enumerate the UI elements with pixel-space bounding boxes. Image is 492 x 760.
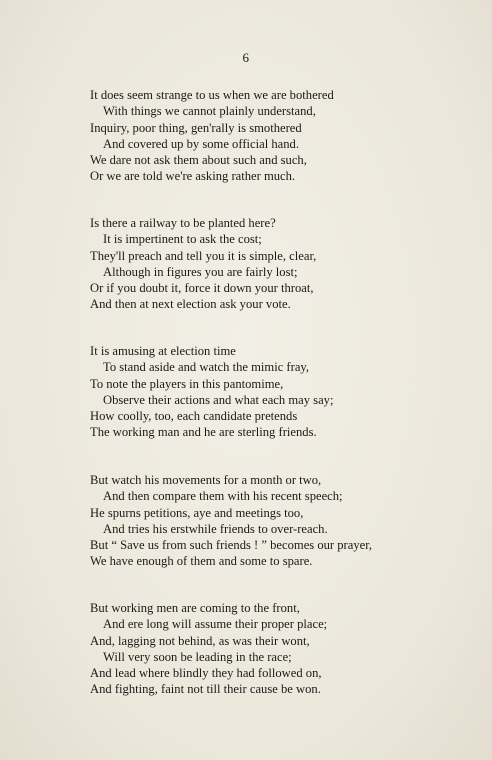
verse-line: With things we cannot plainly understand, bbox=[103, 104, 316, 119]
stanza bbox=[90, 343, 420, 441]
verse-line: We dare not ask them about such and such, bbox=[90, 153, 307, 168]
verse-line: It does seem strange to us when we are bothered bbox=[90, 88, 334, 102]
verse-line: We have enough of them and some to spare. bbox=[90, 554, 313, 569]
verse-line: And covered up by some official hand. bbox=[103, 136, 299, 151]
verse-line: They'll preach and tell you it is simple, clear, bbox=[90, 248, 317, 263]
verse-line: And ere long will assume their proper place; bbox=[103, 617, 328, 632]
stanza bbox=[90, 87, 420, 185]
page-number: 6 bbox=[242, 50, 250, 65]
verse-line: And tries his erstwhile friends to over-reach. bbox=[103, 521, 328, 536]
verse-line: And then compare them with his recent speech; bbox=[103, 489, 343, 504]
verse-line: But “ Save us from such friends ! ” becomes our prayer, bbox=[90, 538, 373, 553]
verse-line: Observe their actions and what each may say; bbox=[103, 392, 334, 407]
verse-line: Or we are told we're asking rather much. bbox=[90, 169, 296, 184]
verse-line: To stand aside and watch the mimic fray, bbox=[103, 360, 310, 375]
verse-line: Inquiry, poor thing, gen'rally is smothered bbox=[90, 120, 302, 135]
stanza bbox=[90, 600, 420, 698]
verse-line: Will very soon be leading in the race; bbox=[103, 649, 292, 664]
verse-line: He spurns petitions, aye and meetings too, bbox=[90, 505, 304, 520]
verse-line: It is impertinent to ask the cost; bbox=[103, 232, 262, 247]
verse-line: And fighting, faint not till their cause be won. bbox=[90, 682, 321, 697]
verse-line: Is there a railway to be planted here? bbox=[90, 216, 276, 230]
stanza bbox=[90, 472, 420, 570]
verse-line: To note the players in this pantomime, bbox=[90, 376, 284, 391]
verse-line: And, lagging not behind, as was their wont, bbox=[90, 633, 310, 648]
verse-line: Or if you doubt it, force it down your throat, bbox=[90, 281, 314, 296]
verse-line: But working men are coming to the front, bbox=[90, 601, 300, 615]
verse-line: But watch his movements for a month or two, bbox=[90, 473, 322, 487]
stanza bbox=[90, 215, 420, 313]
verse-line: The working man and he are sterling friends. bbox=[90, 425, 317, 440]
verse-line: It is amusing at election time bbox=[90, 344, 236, 358]
verse-line: How coolly, too, each candidate pretends bbox=[90, 409, 298, 424]
verse-line: And lead where blindly they had followed on, bbox=[90, 666, 322, 681]
verse-line: And then at next election ask your vote. bbox=[90, 297, 291, 312]
verse-line: Although in figures you are fairly lost; bbox=[103, 264, 298, 279]
